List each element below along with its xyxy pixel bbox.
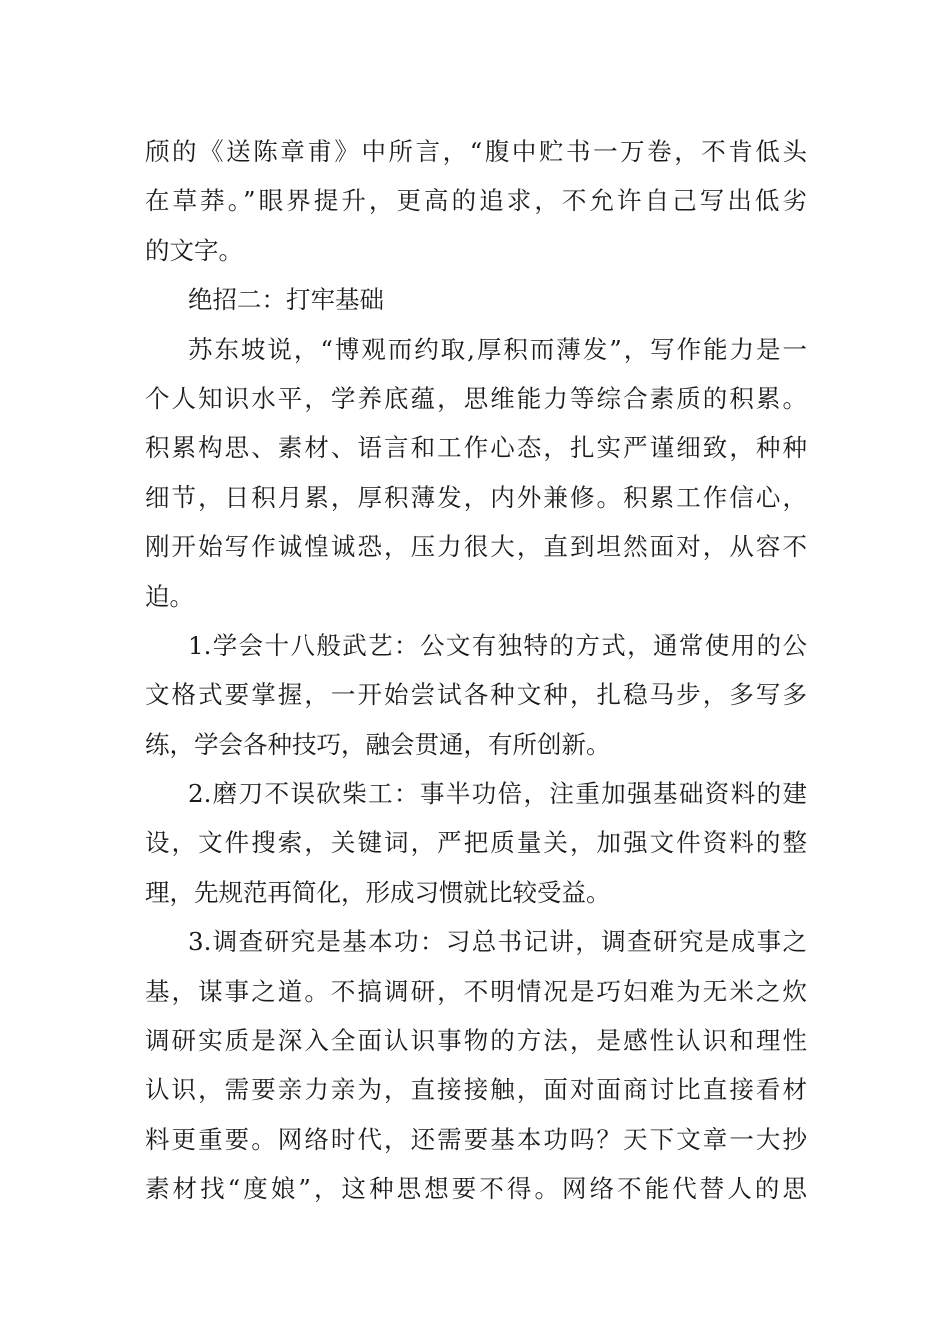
list-item-1: 1.学会十八般武艺：公文有独特的方式，通常使用的公 — [188, 630, 807, 660]
section-heading: 绝招二：打牢基础 — [188, 285, 384, 315]
text-line: 积累构思、素材、语言和工作心态，扎实严谨细致，种种 — [145, 433, 807, 463]
text-line: 迫。 — [145, 581, 194, 611]
document-body — [145, 127, 807, 1214]
text-line: 设，文件搜索，关键词，严把质量关，加强文件资料的整 — [145, 828, 807, 858]
text-line: 颀的《送陈章甫》中所言，“腹中贮书一万卷，不肯低头 — [145, 137, 807, 166]
text-line: 的文字。 — [145, 235, 243, 265]
text-line: 个人知识水平，学养底蕴，思维能力等综合素质的积累。 — [145, 383, 807, 413]
list-item-2: 2.磨刀不误砍柴工：事半功倍，注重加强基础资料的建 — [188, 779, 807, 809]
text-line: 基，谋事之道。不搞调研，不明情况是巧妇难为无米之炊 — [145, 976, 807, 1006]
text-line: 文格式要掌握，一开始尝试各种文种，扎稳马步，多写多 — [145, 680, 807, 710]
text-line: 素材找“度娘”，这种思想要不得。网络不能代替人的思 — [145, 1174, 807, 1204]
text-line: 在草莽。”眼界提升，更高的追求，不允许自己写出低劣 — [145, 186, 807, 216]
text-line: 认识，需要亲力亲为，直接接触，面对面商讨比直接看材 — [145, 1075, 807, 1105]
text-line: 练，学会各种技巧，融会贯通，有所创新。 — [145, 729, 611, 759]
text-line: 苏东坡说，“博观而约取,厚积而薄发”，写作能力是一 — [188, 334, 807, 364]
text-line: 理，先规范再简化，形成习惯就比较受益。 — [145, 877, 611, 907]
text-line: 细节，日积月累，厚积薄发，内外兼修。积累工作信心， — [145, 482, 807, 512]
text-line: 刚开始写作诚惶诚恐，压力很大，直到坦然面对，从容不 — [145, 532, 807, 562]
list-item-3: 3.调查研究是基本功：习总书记讲，调查研究是成事之 — [188, 927, 807, 957]
text-line: 料更重要。网络时代，还需要基本功吗？天下文章一大抄 — [145, 1124, 807, 1154]
text-line: 调研实质是深入全面认识事物的方法，是感性认识和理性 — [145, 1026, 807, 1056]
